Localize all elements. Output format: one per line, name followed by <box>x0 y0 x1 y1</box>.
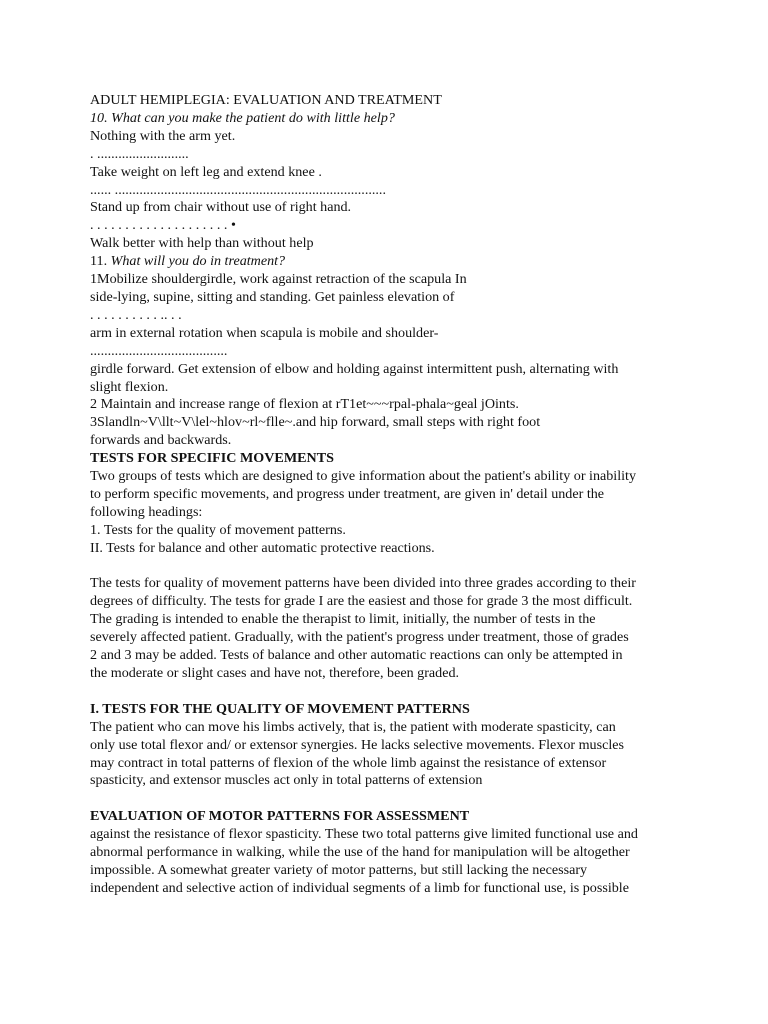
document-page <box>90 92 690 898</box>
dotted-line: . .......................... <box>90 145 189 162</box>
question-11 <box>90 253 690 271</box>
paragraph-eval-line: impossible. A somewhat greater variety of motor patterns, but still lacking the necessary <box>90 861 588 878</box>
list-item-quality: 1. Tests for the quality of movement patterns. <box>90 521 346 538</box>
treatment-3-line-2: forwards and backwards. <box>90 432 232 449</box>
paragraph-tests-line: following headings: <box>90 503 203 520</box>
heading-evaluation-motor-patterns: EVALUATION OF MOTOR PATTERNS FOR ASSESSMENT <box>90 808 470 825</box>
paragraph-eval-line: abnormal performance in walking, while the use of the hand for manipulation will be altogether <box>90 844 630 861</box>
answer-stand: Stand up from chair without use of right hand. <box>90 199 352 216</box>
treatment-1-line-3: arm in external rotation when scapula is mobile and shoulder- <box>90 324 439 341</box>
paragraph-grades-line: The tests for quality of movement patterns have been divided into three grades according to their <box>90 575 636 592</box>
treatment-1-line-4: girdle forward. Get extension of elbow and holding against intermittent push, alternating with <box>90 360 619 377</box>
paragraph-grades-line: the moderate or slight cases and have not, therefore, been graded. <box>90 664 460 681</box>
answer-weight: Take weight on left leg and extend knee . <box>90 163 322 180</box>
paragraph-gap <box>90 558 690 576</box>
dotted-line: . . . . . . . . . . . . . . . . . . . . • <box>90 217 236 234</box>
treatment-1-line-5: slight flexion. <box>90 378 169 395</box>
dotted-line: . . . . . . . . . . .. . . <box>90 306 182 323</box>
dotted-line: ...... ............................................................................. <box>90 181 386 198</box>
paragraph-eval-line: independent and selective action of individual segments of a limb for functional use, is possible <box>90 879 629 896</box>
heading-quality-patterns: I. TESTS FOR THE QUALITY OF MOVEMENT PATTERNS <box>90 700 470 717</box>
paragraph-quality-line: The patient who can move his limbs actively, that is, the patient with moderate spasticity, can <box>90 718 616 735</box>
paragraph-tests-line: Two groups of tests which are designed to give information about the patient's ability or inability <box>90 468 637 485</box>
question-11-number: 11. <box>90 253 108 270</box>
treatment-1-line-1: 1Mobilize shouldergirdle, work against retraction of the scapula In <box>90 271 467 288</box>
dotted-line: ....................................... <box>90 342 228 359</box>
paragraph-grades-line: severely affected patient. Gradually, with the patient's progress under treatment, those of grades <box>90 629 629 646</box>
question-10: 10. What can you make the patient do with little help? <box>90 109 395 126</box>
paragraph-grades-line: The grading is intended to enable the therapist to limit, initially, the number of tests in the <box>90 611 596 628</box>
paragraph-gap <box>90 790 690 808</box>
treatment-1-line-2: side-lying, supine, sitting and standing. Get painless elevation of <box>90 288 455 305</box>
answer-walk: Walk better with help than without help <box>90 235 314 252</box>
question-11-text: What will you do in treatment? <box>110 253 286 270</box>
heading-tests-specific-movements: TESTS FOR SPECIFIC MOVEMENTS <box>90 450 334 467</box>
paragraph-quality-line: may contract in total patterns of flexion of the whole limb against the resistance of extensor <box>90 754 607 771</box>
paragraph-grades-line: degrees of difficulty. The tests for grade I are the easiest and those for grade 3 the most difficult. <box>90 593 633 610</box>
treatment-2: 2 Maintain and increase range of flexion at rT1et~~~rpal-phala~geal jOints. <box>90 396 519 413</box>
answer-arm: Nothing with the arm yet. <box>90 127 236 144</box>
document-title: ADULT HEMIPLEGIA: EVALUATION AND TREATMENT <box>90 92 442 108</box>
paragraph-grades-line: 2 and 3 may be added. Tests of balance and other automatic reactions can only be attempted in <box>90 647 623 664</box>
treatment-3-line-1: 3Slandln~V\llt~V\lel~hlov~rl~flle~.and hip forward, small steps with right foot <box>90 414 541 431</box>
list-item-balance: II. Tests for balance and other automatic protective reactions. <box>90 539 435 556</box>
paragraph-gap <box>90 683 690 701</box>
paragraph-eval-line: against the resistance of flexor spasticity. These two total patterns give limited functional use and <box>90 826 638 843</box>
paragraph-tests-line: to perform specific movements, and progress under treatment, are given in' detail under the <box>90 485 605 502</box>
paragraph-quality-line: spasticity, and extensor muscles act only in total patterns of extension <box>90 772 483 789</box>
paragraph-quality-line: only use total flexor and/ or extensor synergies. He lacks selective movements. Flexor muscles <box>90 736 624 753</box>
